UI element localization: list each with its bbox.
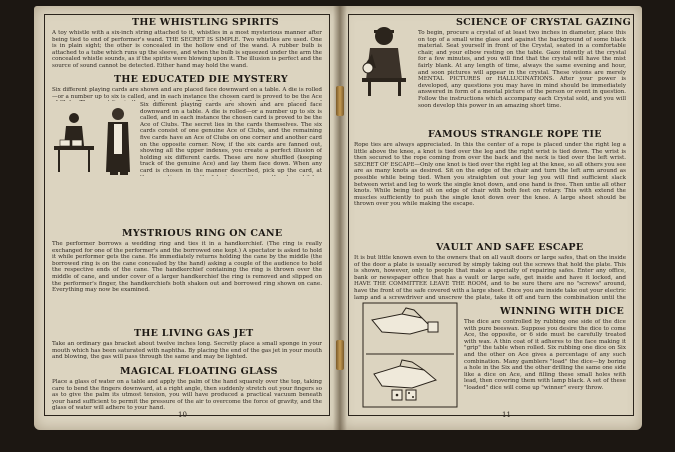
text-vault-safe-escape: It is but little known even to the owners that on all vault doors or large safes, that on the inside of the door a plate is usually secured by simply taking out the screws that hold the plate. This is shown, however, only to people that make a specialty of repairing safes. Enter any office, bank or newspaper office that has a vault or large safe, get inside and have it locked, and HAVE THE COMMITTEE LEAVE THE ROOM, and to be sure there are no "screws" around, have the front of the safe covered with a large sheet. Once you are inside take out your electric lamp and a screwdriver and unscrew the plate, take it off and turn the combination until the [354, 255, 626, 301]
heading-living-gas-jet: THE LIVING GAS JET [134, 328, 254, 339]
left-page [34, 6, 340, 430]
text-crystal-gazing: To begin, procure a crystal of at least two inches in diameter, place this on top of a small wine glass and against the background of some black material. Seat yourself in front of the Crystal, seated in a comfortable chair, and your elbow resting on the table. Gaze intently at the crystal for a few minutes, and you will find that the crystal will have the mist fairly blank. At any length of time, always the same evening and hour, and soon pictures will appear in the crystal. These visions are merely MENTAL PICTURES or HALLUCINATIONS. After your power is developed, any questions you may have in mind should be immediately answered in form of a mental picture of the person or event in question. Follow the instructions which accompany each Crystal sold, and you will soon develop this power in an amazing short time. [418, 30, 626, 109]
text-educated-die-wrap: Six different playing cards are shown and are placed face downward on a table. A die is rolled—or a number up to six is called, and in each instance the chosen card is proved to be the Ace of Clubs. The secret lies in the cards themselves. The six cards consist of one genuine Ace of Clubs, and the remaining five cards have an Ace of Clubs on one corner and another card on the opposite corner. Now, if the six cards are fanned out, showing all the upper indexes, you create a perfect illusion of holding six different cards. These are now shuffled (keeping track of the genuine Ace) and lay them face down. When any card is chosen in the manner described, pick up the card, at [140, 102, 322, 174]
text-floating-glass: Place a glass of water on a table and apply the palm of the hand squarely over the top, taking care to bend the fingers downward, at a right angle, then suddenly stretch out your fingers so as to give the palm its utmost tension, you will have produced a practical vacuum beneath your hand sufficient to permit the pressure of the air to overcome the force of gravity, and the glass of water will adhere to your hand. [52, 379, 322, 412]
text-strangle-rope-tie: Rope ties are always appreciated. In this the center of a rope is placed under the right leg a little above the knee, a knot is tied over the leg and the right wrist is tied down. The wrist is then secured to the rope coming from over the back and the neck is tied over the left wrist. SECRET OF ESCAPE—Only one knot is tied over the right leg at the knee, so all others you see are as many knots as desired. Sit on the edge of the chair and turn the left arm around as possible while being tied. When you straighten out your leg you will find sufficient slack between wrist and leg to work the single knot down, and one hand is free. Then untie all other knots. While being tied sit on edge of chair with both feet on rotary. This with extend the muscles sufficiently to push the single knot down over the knee. A large sheet should be thrown over you while making the escape. [354, 142, 626, 208]
page-number-right: 11 [502, 411, 511, 419]
heading-whistling-spirits: THE WHISTLING SPIRITS [132, 17, 279, 28]
text-educated-die: Six different playing cards are shown and are placed face downward on a table. A die is rolled—or a number up to six is called, and in each instance the chosen card is proved to be the Ace [52, 87, 322, 100]
heading-vault-safe-escape: VAULT AND SAFE ESCAPE [436, 242, 584, 253]
heading-educated-die: THE EDUCATED DIE MYSTERY [114, 74, 288, 85]
crystal-gazer-illustration [354, 20, 416, 98]
page-number-left: 10 [178, 411, 187, 419]
text-whistling-spirits: A toy whistle with a six-inch string attached to it, whistles in a most mysterious manner after being tied to end of performer's wand. THE SECRET IS SIMPLE. Two whistles are used. One is in plain sight; the other is concealed in the hollow end of the wand. A rubber bulb is attached to a tube which runs up the sleeve, and when the bulb is squeezed under the arm the concealed whistle sounds, as if the spirits were blowing upon it. The illusion is perfect and the source of sound cannot be detected. Either hand may hold the wand. [52, 30, 322, 69]
magician-cards-illustration [50, 102, 138, 178]
right-page [340, 6, 642, 430]
staple-bottom [336, 340, 344, 370]
heading-strangle-rope-tie: FAMOUS STRANGLE ROPE TIE [428, 129, 602, 140]
text-living-gas-jet: Take an ordinary gas bracket about twelve inches long. Secretly place a small sponge in your mouth which has been saturated with naphtha. By placing the end of the gas jet in your mouth and blowing, the gas will pass through the same and may be lighted. [52, 341, 322, 361]
heading-ring-on-cane: MYSTRIOUS RING ON CANE [122, 228, 283, 239]
heading-crystal-gazing: SCIENCE OF CRYSTAL GAZING [456, 17, 632, 28]
staple-top [336, 86, 344, 116]
text-winning-with-dice: The dice are controlled by rubbing one side of the dice with pure beeswax. Suppose you desire the dice to come Ace, the opposite, or 6 side must be carefully treated with wax. A thin coat of it adheres to the face making it "grip" the table when rolled. Six rubbing one dice on Six and the other on Ace gives a percentage of any such combination. Many gamblers "load" the dice—by boring a hole in the Six and the other drilling the same one side like a dice on Ace, and filling these small holes with lead, then covering them with lamp black. A set of these "loaded" dice will come up "winner" every throw. [464, 319, 626, 391]
text-ring-on-cane: The performer borrows a wedding ring and ties it in a handkerchief. (The ring is really exchanged for one of the performer's and the borrowed one kept.) A spectator is asked to hold it while performer gets the cane. He immediately returns holding the cane by the middle (the borrowed ring is on the cane concealed by the hand) asking a couple of the audience to hold the respective ends of the cane. The handkerchief containing the ring is thrown over the middle of cane, and under cover of a larger handkerchief the ring is removed and slipped on the performer's finger, the handkerchiefs both shaken out and borrowed ring shown on cane. Everything may now be examined. [52, 241, 322, 294]
heading-winning-with-dice: WINNING WITH DICE [500, 306, 625, 317]
hands-dice-illustration [362, 302, 458, 408]
heading-floating-glass: MAGICAL FLOATING GLASS [120, 366, 278, 377]
